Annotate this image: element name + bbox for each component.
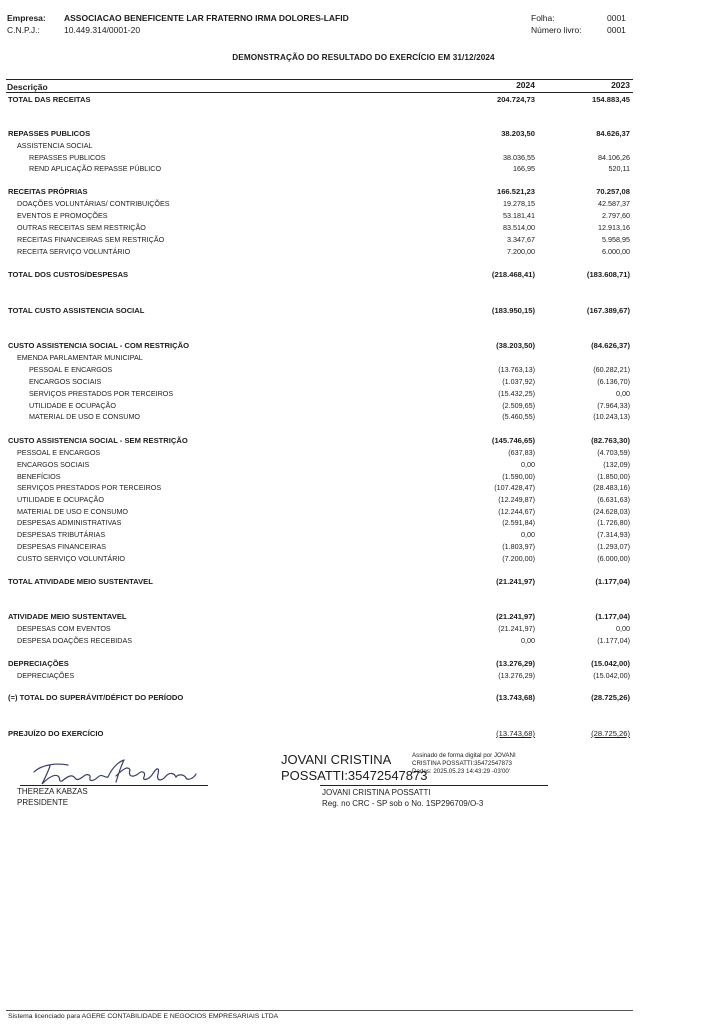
- table-row: PREJUÍZO DO EXERCÍCIO (13.743,68) (28.725,26): [8, 729, 630, 738]
- table-row: BENEFÍCIOS (1.590,00) (1.850,00): [17, 472, 630, 481]
- folha-label: Folha:: [531, 13, 555, 23]
- table-row: UTILIDADE E OCUPAÇÃO (2.509,65) (7.964,33): [29, 401, 630, 410]
- table-row: REPASSES PUBLICOS 38.036,55 84.106,26: [29, 153, 630, 162]
- president-name: THEREZA KABZAS: [17, 787, 88, 796]
- table-row: PESSOAL E ENCARGOS (637,83) (4.703,59): [17, 448, 630, 457]
- accountant-rule: [320, 785, 548, 786]
- table-row: DOAÇÕES VOLUNTÁRIAS/ CONTRIBUIÇÕES 19.278,15 42.587,37: [17, 199, 630, 208]
- table-row: OUTRAS RECEITAS SEM RESTRIÇÃO 83.514,00 12.913,16: [17, 223, 630, 232]
- header-rule: [6, 92, 633, 93]
- page-title: DEMONSTRAÇÃO DO RESULTADO DO EXERCÍCIO EM 31/12/2024: [232, 53, 495, 62]
- table-row: DEPRECIAÇÕES (13.276,29) (15.042,00): [8, 659, 630, 668]
- accountant-registration: Reg. no CRC - SP sob o No. 1SP296709/O-3: [322, 799, 484, 808]
- table-row: MATERIAL DE USO E CONSUMO (12.244,67) (24.628,03): [17, 507, 630, 516]
- cnpj-value: 10.449.314/0001-20: [64, 25, 141, 35]
- president-role: PRESIDENTE: [17, 798, 69, 807]
- table-row: (=) TOTAL DO SUPERÁVIT/DÉFICT DO PERÍODO (13.743,68) (28.725,26): [8, 693, 630, 702]
- column-2024: 2024: [516, 80, 535, 90]
- table-row: TOTAL DOS CUSTOS/DESPESAS (218.468,41) (183.608,71): [8, 270, 630, 279]
- table-row: ASSISTENCIA SOCIAL: [17, 141, 93, 150]
- cnpj-label: C.N.P.J.:: [7, 25, 40, 35]
- table-row: MATERIAL DE USO E CONSUMO (5.460,55) (10.243,13): [29, 412, 630, 421]
- table-row: ATIVIDADE MEIO SUSTENTAVEL (21.241,97) (1.177,04): [8, 612, 630, 621]
- table-row: SERVIÇOS PRESTADOS POR TERCEIROS (107.428,47) (28.483,16): [17, 483, 630, 492]
- table-row: TOTAL DAS RECEITAS 204.724,73 154.883,45: [8, 95, 630, 104]
- table-row: RECEITA SERVIÇO VOLUNTÁRIO 7.200,00 6.000,00: [17, 247, 630, 256]
- table-row: DESPESAS FINANCEIRAS (1.803,97) (1.293,07): [17, 542, 630, 551]
- digital-signature-note-2: CRISTINA POSSATTI:35472547873: [412, 760, 512, 767]
- column-description: Descrição: [7, 82, 48, 92]
- table-row: RECEITAS PRÓPRIAS 166.521,23 70.257,08: [8, 187, 630, 196]
- accountant-name: JOVANI CRISTINA POSSATTI: [322, 788, 431, 797]
- empresa-label: Empresa:: [7, 13, 46, 23]
- table-row: TOTAL ATIVIDADE MEIO SUSTENTAVEL (21.241,97) (1.177,04): [8, 577, 630, 586]
- table-row: REND APLICAÇÃO REPASSE PÚBLICO 166,95 520,11: [29, 164, 630, 173]
- table-row: DESPESAS TRIBUTÁRIAS 0,00 (7.314,93): [17, 530, 630, 539]
- table-row: DEPRECIAÇÕES (13.276,29) (15.042,00): [17, 671, 630, 680]
- column-2023: 2023: [611, 80, 630, 90]
- table-row: EVENTOS E PROMOÇÕES 53.181,41 2.797,60: [17, 211, 630, 220]
- signature-rule: [20, 785, 208, 786]
- footer-rule: [6, 1010, 633, 1011]
- signature-scribble: [28, 754, 218, 788]
- table-row: TOTAL CUSTO ASSISTENCIA SOCIAL (183.950,15) (167.389,67): [8, 306, 630, 315]
- footer-license: Sistema licenciado para AGERE CONTABILIDADE E NEGOCIOS EMPRESARIAIS LTDA: [8, 1013, 279, 1020]
- table-row: CUSTO SERVIÇO VOLUNTÁRIO (7.200,00) (6.000,00): [17, 554, 630, 563]
- table-row: UTILIDADE E OCUPAÇÃO (12.249,87) (6.631,63): [17, 495, 630, 504]
- table-row: PESSOAL E ENCARGOS (13.763,13) (60.282,21): [29, 365, 630, 374]
- table-row: CUSTO ASSISTENCIA SOCIAL - COM RESTRIÇÃO (38.203,50) (84.626,37): [8, 341, 630, 350]
- president-signature: [28, 754, 218, 788]
- table-row: DESPESAS ADMINISTRATIVAS (2.591,84) (1.726,80): [17, 518, 630, 527]
- digital-signature-note-1: Assinado de forma digital por JOVANI: [412, 752, 516, 759]
- digital-signer-name: JOVANI CRISTINA: [281, 752, 392, 767]
- table-row: ENCARGOS SOCIAIS 0,00 (132,09): [17, 460, 630, 469]
- table-row: REPASSES PUBLICOS 38.203,50 84.626,37: [8, 129, 630, 138]
- top-rule: [6, 79, 633, 80]
- digital-signer-id: POSSATTI:35472547873: [281, 768, 428, 783]
- table-row: EMENDA PARLAMENTAR MUNICIPAL: [17, 353, 143, 362]
- livro-value: 0001: [607, 25, 626, 35]
- table-row: DESPESA DOAÇÕES RECEBIDAS 0,00 (1.177,04): [17, 636, 630, 645]
- table-row: DESPESAS COM EVENTOS (21.241,97) 0,00: [17, 624, 630, 633]
- table-row: ENCARGOS SOCIAIS (1.037,92) (6.136,70): [29, 377, 630, 386]
- folha-value: 0001: [607, 13, 626, 23]
- table-row: RECEITAS FINANCEIRAS SEM RESTRIÇÃO 3.347,67 5.958,95: [17, 235, 630, 244]
- empresa-value: ASSOCIACAO BENEFICENTE LAR FRATERNO IRMA DOLORES-LAFID: [64, 13, 349, 23]
- table-row: CUSTO ASSISTENCIA SOCIAL - SEM RESTRIÇÃO (145.746,65) (82.763,30): [8, 436, 630, 445]
- digital-signature-date: Dados: 2025.05.23 14:43:29 -03'00': [412, 768, 511, 775]
- table-row: SERVIÇOS PRESTADOS POR TERCEIROS (15.432,25) 0,00: [29, 389, 630, 398]
- livro-label: Número livro:: [531, 25, 582, 35]
